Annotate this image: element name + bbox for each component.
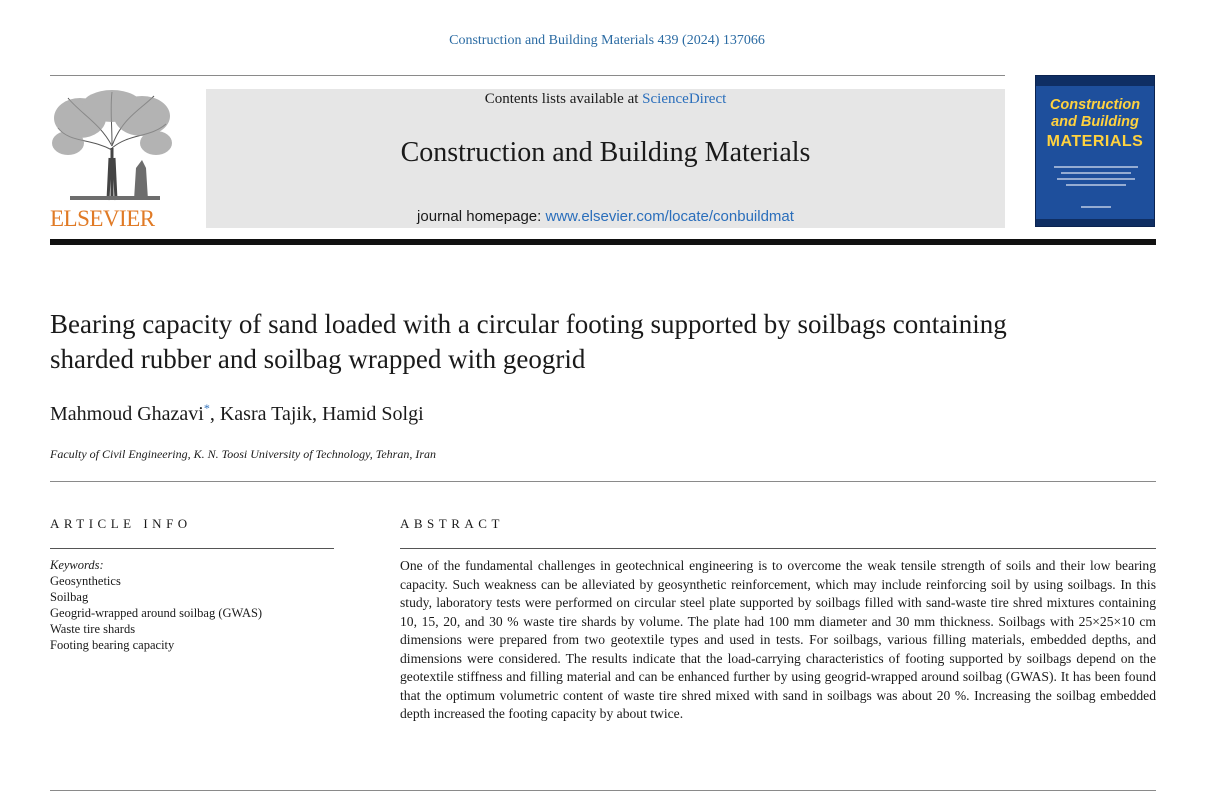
journal-cover-thumbnail[interactable] [1035,75,1155,227]
footer-divider [50,790,1156,791]
author-name[interactable]: Hamid Solgi [321,403,424,425]
cover-fine-print [1066,184,1126,186]
keyword-item: Waste tire shards [50,622,136,636]
header-divider [50,75,1005,76]
author-name[interactable]: Mahmoud Ghazavi [50,403,204,425]
elsevier-wordmark: ELSEVIER [50,206,155,231]
article-info-heading: ARTICLE INFO [50,516,192,531]
author-separator: , [311,403,322,425]
elsevier-logo[interactable] [50,88,180,230]
article-info-rule [50,548,334,549]
cover-top-strip [1036,76,1154,86]
keyword-item: Geogrid-wrapped around soilbag (GWAS) [50,606,263,620]
keywords-block [50,557,350,653]
cover-fine-print [1061,172,1131,174]
author-affiliation: Faculty of Civil Engineering, K. N. Toosi University of Technology, Tehran, Iran [50,447,436,461]
cover-title-line3: MATERIALS [1046,133,1144,150]
contents-available-line [206,91,1005,108]
article-title: Bearing capacity of sand loaded with a circular footing supported by soilbags containing sharded rubber and soilbag wrapped with geogrid [50,309,1007,374]
cover-title-line1: Construction [1049,97,1141,113]
journal-banner [206,89,1005,228]
cover-fine-print [1054,166,1138,168]
journal-title: Construction and Building Materials [400,137,811,168]
header-thick-rule [50,239,1156,245]
corresponding-author-mark[interactable]: * [203,401,210,415]
elsevier-tree-logo-icon [50,88,174,202]
cover-title-line2: and Building [1051,114,1139,130]
abstract-text: One of the fundamental challenges in geotechnical engineering is to overcome the weak tensile strength of soils and their low bearing capacity. Such weakness can be alleviated by geosynthetic reinforcement, which may include reinforcing soil by using soilbags. In this study, laboratory tests were performed on circular steel plate supported by soilbags filled with sand-waste tire shred mixtures containing 10, 15, 20, and 30 % waste tire shards by volume. The plate had 100 mm diameter and 30 mm thickness. Soilbags with 25×25×10 cm dimensions were prepared from two geotextile types and used in tests. For soilbags, various filling materials, embedded depths, and dimensions were considered. The results indicate that the load-carrying characteristics of footing supported by soilbags depend on the geotextile stiffness and filling material and can be enhanced further by using geogrid-wrapped around soilbag (GWAS). It has been found that the optimum volumetric content of waste tire shred mixed with sand in soilbags was about 20 %. Increasing the soilbag embedded depth increased the footing capacity by about twice. [400,558,1156,721]
keyword-item: Soilbag [50,590,89,604]
sciencedirect-link[interactable]: ScienceDirect [642,91,727,107]
contents-prefix: Contents lists available at [484,91,643,107]
journal-citation[interactable]: Construction and Building Materials 439 (2024) 137066 [449,33,765,48]
cover-fine-print [1057,178,1135,180]
abstract-rule [400,548,1156,549]
journal-homepage-link[interactable]: www.elsevier.com/locate/conbuildmat [545,208,794,225]
author-name[interactable]: Kasra Tajik [219,403,312,425]
keywords-label: Keywords: [50,558,104,572]
author-separator: , [209,403,220,425]
keyword-item: Geosynthetics [50,574,121,588]
section-divider [50,481,1156,482]
author-list [50,403,424,426]
keyword-item: Footing bearing capacity [50,638,175,652]
homepage-prefix: journal homepage: [417,208,546,225]
cover-fine-print [1081,206,1111,208]
journal-homepage-line [206,208,1005,225]
abstract-heading: ABSTRACT [400,516,504,531]
cover-bottom-strip [1036,219,1154,226]
